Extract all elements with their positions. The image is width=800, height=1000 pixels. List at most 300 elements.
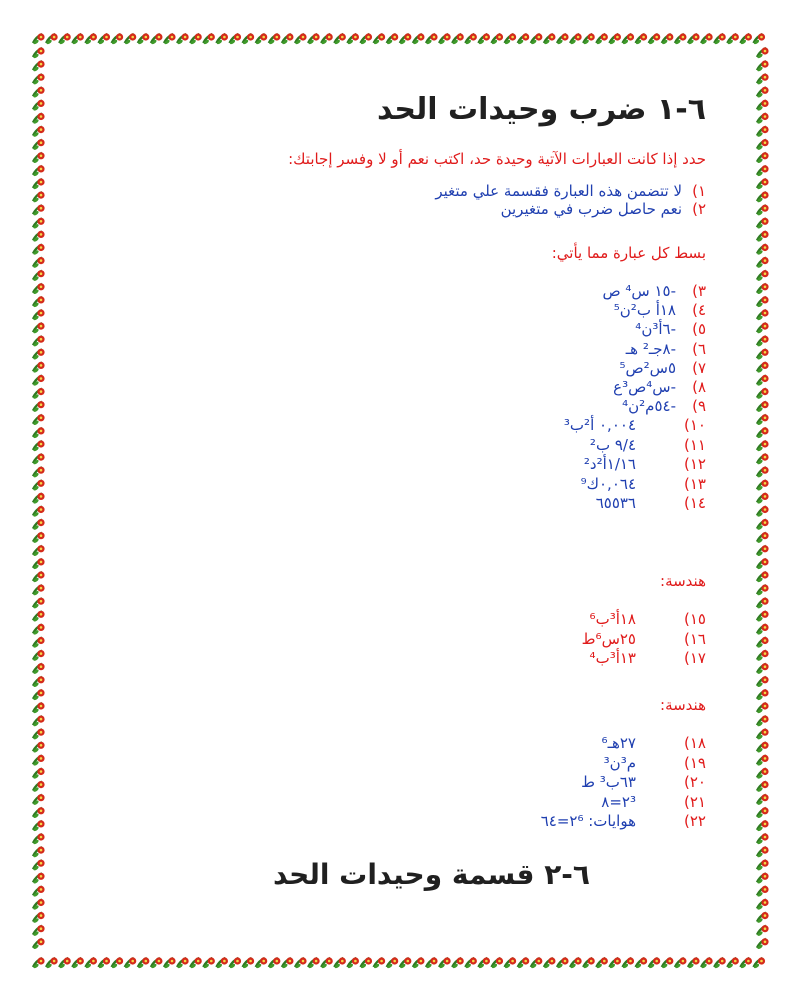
flower-icon [504, 957, 516, 969]
flower-icon [757, 742, 769, 754]
flower-icon [33, 957, 45, 969]
flower-icon [216, 957, 228, 969]
flower-icon [33, 689, 45, 701]
flower-icon [33, 820, 45, 832]
flower-icon [757, 663, 769, 675]
item-number: ١٣) [684, 474, 706, 493]
flower-icon [33, 585, 45, 597]
flower-icon [757, 257, 769, 269]
flower-icon [757, 349, 769, 361]
flower-icon [295, 957, 307, 969]
flower-icon [714, 33, 726, 45]
geometry2-row [66, 773, 706, 792]
flower-icon [570, 957, 582, 969]
flower-icon [757, 47, 769, 59]
flower-icon [688, 957, 700, 969]
simplify2-row [66, 494, 706, 513]
geometry-label-2: هندسة: [660, 696, 706, 714]
item-expression: ٠,٠٠٤ أ²ب³ [563, 416, 636, 434]
section2-title: ٦-٢ قسمة وحيدات الحد [272, 858, 590, 891]
flower-icon [757, 178, 769, 190]
flower-icon [609, 33, 621, 45]
item-number: ٢١) [684, 792, 706, 811]
flower-icon [33, 152, 45, 164]
flower-icon [661, 33, 673, 45]
flower-icon [757, 820, 769, 832]
answer-number: ١) [692, 182, 706, 200]
flower-icon [33, 899, 45, 911]
flower-icon [757, 676, 769, 688]
flower-icon [740, 33, 752, 45]
geometry2-row [66, 734, 706, 753]
item-number: ٨) [692, 378, 706, 396]
flower-icon [33, 126, 45, 138]
flower-icon [757, 480, 769, 492]
flower-icon [544, 957, 556, 969]
flower-icon [596, 33, 608, 45]
flower-icon [33, 467, 45, 479]
flower-icon [33, 336, 45, 348]
flower-icon [33, 912, 45, 924]
flower-icon [33, 296, 45, 308]
flower-icon [426, 957, 438, 969]
flower-icon [622, 957, 634, 969]
flower-icon [151, 957, 163, 969]
flower-icon [757, 231, 769, 243]
flower-icon [757, 100, 769, 112]
item-number: ٩) [692, 397, 706, 416]
item-number: ١٤) [684, 494, 706, 513]
flower-icon [334, 33, 346, 45]
flower-icon [530, 33, 542, 45]
flower-icon [347, 33, 359, 45]
flower-icon [757, 467, 769, 479]
flower-icon [360, 957, 372, 969]
flower-icon [33, 598, 45, 610]
flower-icon [675, 33, 687, 45]
flower-icon [504, 33, 516, 45]
flower-icon [33, 742, 45, 754]
flower-icon [757, 309, 769, 321]
flower-icon [282, 957, 294, 969]
flower-icon [648, 957, 660, 969]
instruction-1: حدد إذا كانت العبارات الآتية وحيدة حد، اكتب نعم أو لا وفسر إجابتك: [288, 150, 706, 168]
flower-icon [124, 33, 136, 45]
flower-icon [268, 957, 280, 969]
worksheet-content [60, 70, 720, 950]
item-expression: ٦٥٥٣٦ [595, 494, 636, 513]
flower-icon [757, 637, 769, 649]
simplify2-row [66, 416, 706, 435]
flower-icon [757, 165, 769, 177]
flower-icon [757, 454, 769, 466]
flower-icon [557, 33, 569, 45]
item-expression: ١٨أ³ب⁶ [589, 610, 636, 628]
item-number: ٧) [692, 358, 706, 377]
flower-icon [757, 427, 769, 439]
answer-text: لا تتضمن هذه العبارة فقسمة علي متغير [435, 182, 682, 200]
flower-icon [413, 957, 425, 969]
flower-icon [688, 33, 700, 45]
flower-icon [268, 33, 280, 45]
flower-icon [757, 886, 769, 898]
flower-icon [426, 33, 438, 45]
flower-icon [452, 957, 464, 969]
flower-icon [190, 957, 202, 969]
flower-icon [757, 126, 769, 138]
flower-icon [753, 33, 765, 45]
flower-icon [452, 33, 464, 45]
flower-icon [229, 33, 241, 45]
flower-icon [33, 231, 45, 243]
flower-icon [596, 957, 608, 969]
flower-icon [360, 33, 372, 45]
flower-icon [757, 401, 769, 413]
instruction-2: بسط كل عبارة مما يأتي: [551, 244, 706, 262]
flower-icon [33, 33, 45, 45]
flower-icon [491, 957, 503, 969]
item-expression: ٠,٠٦٤ك⁹ [580, 474, 636, 493]
flower-icon [757, 152, 769, 164]
item-expression: -٨جـ² هـ [625, 339, 676, 358]
flower-icon [33, 637, 45, 649]
item-number: ١٨) [684, 734, 706, 752]
flower-icon [33, 847, 45, 859]
flower-icon [33, 938, 45, 950]
flower-icon [33, 61, 45, 73]
flower-icon [757, 74, 769, 86]
flower-icon [164, 33, 176, 45]
flower-icon [242, 957, 254, 969]
flower-icon [757, 794, 769, 806]
flower-icon [295, 33, 307, 45]
simplify-row [66, 359, 706, 378]
flower-icon [33, 323, 45, 335]
flower-icon [757, 283, 769, 295]
flower-icon [757, 873, 769, 885]
item-number: ٦) [692, 339, 706, 358]
item-number: ١٧) [684, 649, 706, 667]
flower-icon [557, 957, 569, 969]
flower-icon [757, 624, 769, 636]
geometry-label-1: هندسة: [660, 572, 706, 590]
flower-icon [757, 192, 769, 204]
flower-icon [216, 33, 228, 45]
flower-icon [757, 781, 769, 793]
flower-icon [757, 296, 769, 308]
flower-icon [33, 545, 45, 557]
flower-icon [33, 205, 45, 217]
flower-icon [530, 957, 542, 969]
flower-icon [439, 33, 451, 45]
flower-icon [757, 650, 769, 662]
flower-icon [757, 598, 769, 610]
flower-icon [544, 33, 556, 45]
flower-icon [33, 47, 45, 59]
flower-icon [635, 957, 647, 969]
item-number: ١٢) [684, 455, 706, 474]
flower-icon [757, 689, 769, 701]
flower-icon [33, 414, 45, 426]
flower-icon [701, 957, 713, 969]
flower-icon [740, 957, 752, 969]
flower-icon [757, 506, 769, 518]
flower-icon [85, 957, 97, 969]
flower-icon [33, 860, 45, 872]
flower-icon [757, 388, 769, 400]
flower-icon [33, 886, 45, 898]
flower-icon [583, 33, 595, 45]
item-expression: هوايات: ٢⁶=٦٤ [540, 812, 636, 830]
flower-icon [190, 33, 202, 45]
flower-icon [85, 33, 97, 45]
flower-icon [386, 957, 398, 969]
flower-icon [491, 33, 503, 45]
flower-icon [282, 33, 294, 45]
flower-icon [757, 532, 769, 544]
flower-icon [757, 755, 769, 767]
flower-icon [33, 781, 45, 793]
flower-icon [757, 270, 769, 282]
flower-icon [33, 716, 45, 728]
flower-icon [465, 33, 477, 45]
flower-icon [33, 165, 45, 177]
flower-icon [757, 847, 769, 859]
flower-icon [757, 807, 769, 819]
flower-icon [33, 440, 45, 452]
flower-icon [33, 676, 45, 688]
flower-icon [33, 480, 45, 492]
item-number: ١٦) [684, 629, 706, 648]
flower-icon [757, 925, 769, 937]
flower-icon [33, 362, 45, 374]
flower-icon [33, 702, 45, 714]
flower-icon [33, 558, 45, 570]
flower-icon [177, 33, 189, 45]
item-expression: -١٥ س⁴ ص [602, 282, 676, 300]
flower-icon [177, 957, 189, 969]
flower-icon [757, 702, 769, 714]
flower-icon [33, 794, 45, 806]
flower-icon [757, 912, 769, 924]
flower-icon [72, 957, 84, 969]
flower-icon [111, 33, 123, 45]
flower-icon [203, 957, 215, 969]
flower-icon [46, 33, 58, 45]
flower-icon [33, 768, 45, 780]
flower-icon [757, 729, 769, 741]
flower-icon [308, 33, 320, 45]
item-number: ٥) [692, 320, 706, 339]
answer-row-2 [66, 200, 706, 219]
flower-icon [757, 899, 769, 911]
flower-icon [727, 33, 739, 45]
flower-icon [33, 729, 45, 741]
flower-icon [33, 519, 45, 531]
item-number: ١١) [684, 435, 706, 454]
flower-icon [33, 663, 45, 675]
item-expression: م³ن³ [603, 753, 636, 772]
flower-icon [33, 309, 45, 321]
flower-icon [757, 414, 769, 426]
simplify-row [66, 397, 706, 416]
flower-icon [98, 33, 110, 45]
flower-icon [757, 205, 769, 217]
item-expression: -٥٤م²ن⁴ [622, 397, 676, 416]
simplify2-row [66, 475, 706, 494]
flower-icon [517, 957, 529, 969]
flower-icon [33, 270, 45, 282]
item-number: ٢٠) [684, 773, 706, 791]
flower-icon [33, 571, 45, 583]
simplify-row [66, 378, 706, 397]
flower-icon [757, 362, 769, 374]
flower-icon [386, 33, 398, 45]
flower-icon [757, 336, 769, 348]
flower-icon [373, 33, 385, 45]
flower-icon [46, 957, 58, 969]
flower-icon [757, 218, 769, 230]
flower-icon [59, 33, 71, 45]
flower-icon [137, 33, 149, 45]
flower-icon [757, 375, 769, 387]
flower-icon [33, 650, 45, 662]
item-number: ٣) [692, 282, 706, 300]
flower-icon [33, 87, 45, 99]
item-expression: ٢³=٨ [601, 792, 636, 811]
flower-icon [33, 244, 45, 256]
simplify-row [66, 320, 706, 339]
flower-icon [675, 957, 687, 969]
flower-icon [757, 244, 769, 256]
flower-icon [124, 957, 136, 969]
flower-icon [753, 957, 765, 969]
flower-icon [347, 957, 359, 969]
flower-icon [33, 139, 45, 151]
geometry2-row [66, 754, 706, 773]
flower-icon [33, 218, 45, 230]
flower-icon [111, 957, 123, 969]
flower-icon [583, 957, 595, 969]
flower-icon [399, 957, 411, 969]
flower-icon [757, 860, 769, 872]
flower-icon [308, 957, 320, 969]
flower-icon [757, 519, 769, 531]
simplify-row [66, 340, 706, 359]
section1-title: ٦-١ ضرب وحيدات الحد [377, 92, 706, 127]
flower-icon [33, 873, 45, 885]
answer-text: نعم حاصل ضرب في متغيرين [500, 200, 682, 218]
flower-icon [242, 33, 254, 45]
flower-icon [757, 558, 769, 570]
flower-icon [517, 33, 529, 45]
flower-icon [33, 113, 45, 125]
simplify2-row [66, 455, 706, 474]
flower-icon [727, 957, 739, 969]
flower-icon [648, 33, 660, 45]
flower-icon [33, 401, 45, 413]
geometry1-row [66, 610, 706, 629]
flower-icon [701, 33, 713, 45]
flower-icon [757, 61, 769, 73]
flower-icon [33, 100, 45, 112]
flower-icon [714, 957, 726, 969]
flower-icon [33, 755, 45, 767]
flower-icon [33, 375, 45, 387]
flower-icon [439, 957, 451, 969]
flower-icon [757, 87, 769, 99]
flower-icon [255, 957, 267, 969]
flower-icon [33, 283, 45, 295]
flower-icon [757, 545, 769, 557]
flower-icon [757, 611, 769, 623]
flower-icon [33, 493, 45, 505]
flower-icon [98, 957, 110, 969]
item-expression: -س⁴ص³ع [613, 378, 676, 396]
flower-icon [465, 957, 477, 969]
flower-icon [33, 257, 45, 269]
flower-icon [33, 74, 45, 86]
flower-icon [478, 33, 490, 45]
flower-icon [33, 192, 45, 204]
flower-icon [321, 957, 333, 969]
flower-icon [757, 585, 769, 597]
flower-icon [757, 493, 769, 505]
flower-icon [33, 388, 45, 400]
item-expression: ٦٣ب³ ط [581, 773, 636, 791]
flower-icon [33, 833, 45, 845]
flower-icon [757, 440, 769, 452]
item-expression: ١٣أ³ب⁴ [589, 649, 636, 667]
geometry1-row [66, 630, 706, 649]
flower-icon [635, 33, 647, 45]
item-number: ١٩) [684, 753, 706, 772]
item-number: ٤) [692, 301, 706, 320]
flower-icon [151, 33, 163, 45]
simplify-row [66, 282, 706, 301]
flower-icon [757, 716, 769, 728]
flower-icon [33, 427, 45, 439]
flower-icon [33, 178, 45, 190]
flower-icon [164, 957, 176, 969]
item-number: ٢٢) [684, 812, 706, 830]
flower-icon [757, 833, 769, 845]
flower-icon [137, 957, 149, 969]
item-expression: ٩/٤ ب² [589, 435, 636, 454]
item-expression: ٢٧هـ⁶ [601, 734, 636, 752]
flower-icon [203, 33, 215, 45]
flower-icon [622, 33, 634, 45]
flower-icon [570, 33, 582, 45]
flower-icon [661, 957, 673, 969]
item-expression: ١٨أ ب²ن⁵ [613, 301, 676, 320]
flower-icon [33, 624, 45, 636]
flower-icon [59, 957, 71, 969]
geometry1-row [66, 649, 706, 668]
flower-icon [757, 768, 769, 780]
geometry2-row [66, 793, 706, 812]
simplify2-row [66, 436, 706, 455]
geometry2-row [66, 812, 706, 831]
simplify-row [66, 301, 706, 320]
flower-icon [757, 938, 769, 950]
flower-icon [33, 925, 45, 937]
flower-icon [334, 957, 346, 969]
flower-icon [757, 323, 769, 335]
flower-icon [33, 454, 45, 466]
flower-icon [229, 957, 241, 969]
flower-icon [399, 33, 411, 45]
